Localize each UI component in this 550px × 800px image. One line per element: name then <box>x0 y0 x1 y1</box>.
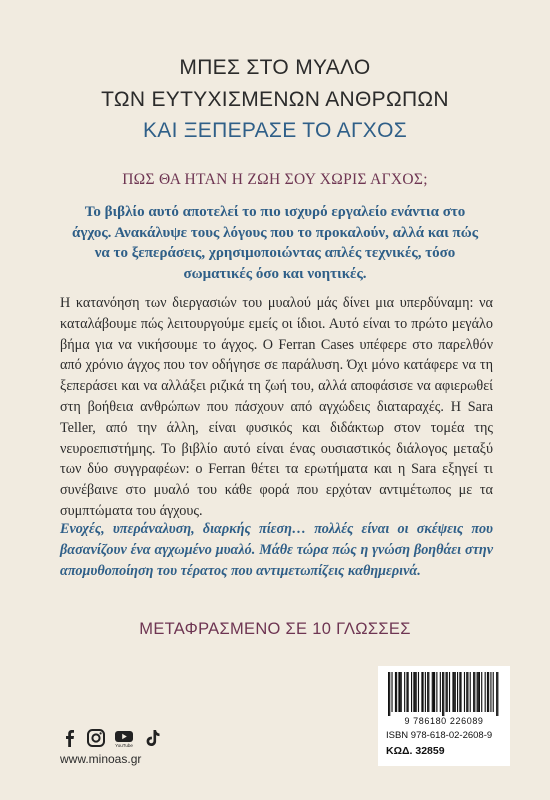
barcode-bar <box>479 672 480 712</box>
barcode-bar <box>488 672 489 712</box>
barcode-bar <box>421 672 422 712</box>
youtube-icon[interactable] <box>112 728 136 748</box>
facebook-icon[interactable] <box>60 728 80 748</box>
barcode-bar <box>446 672 447 712</box>
barcode-bar <box>487 672 488 712</box>
barcode-bar <box>466 672 467 712</box>
barcode-bar <box>442 672 443 716</box>
barcode-bar <box>396 672 397 712</box>
headline-line-2: ΤΩΝ ΕΥΤΥΧΙΣΜΕΝΩΝ ΑΝΘΡΩΠΩΝ <box>101 88 449 111</box>
barcode-bar <box>395 672 396 712</box>
barcode-bar <box>481 672 482 712</box>
barcode-bar <box>401 672 402 712</box>
product-code: ΚΩΔ. 32859 <box>386 745 445 757</box>
barcode-bar <box>485 672 486 712</box>
barcode-bar <box>496 672 497 716</box>
barcode-bar <box>493 672 494 712</box>
tiktok-icon[interactable] <box>142 728 162 748</box>
barcode-bar <box>470 672 471 712</box>
intro-paragraph: Το βιβλίο αυτό αποτελεί το πιο ισχυρό εργαλείο ενάντια στο άγχος. Ανακάλυψε τους λόγους που το προκαλούν, αλλά και πώς να το ξεπεράσεις, χρησιμοποιώντας απλές τεχνικές, τόσο σωματικές όσο και νοητικές. <box>71 204 479 282</box>
instagram-icon[interactable] <box>86 728 106 748</box>
barcode-bar <box>434 672 435 712</box>
barcode-bar <box>455 672 456 712</box>
barcode-bar <box>473 672 474 712</box>
barcode-bar <box>490 672 491 712</box>
barcode-bar <box>497 672 498 716</box>
barcode-bar <box>454 672 455 712</box>
headline-line-3: ΚΑΙ ΞΕΠΕΡΑΣΕ ΤΟ ΑΓΧΟΣ <box>142 119 408 142</box>
barcode-bar <box>452 672 453 712</box>
barcode-bar <box>459 672 460 712</box>
barcode-bar <box>447 672 448 712</box>
barcode-bar <box>398 672 399 712</box>
headline-line-1: ΜΠΕΣ ΣΤΟ ΜΥΑΛΟ <box>179 56 371 79</box>
barcode-bar <box>411 672 412 712</box>
barcode-box <box>378 666 510 766</box>
barcode-bar <box>413 672 414 712</box>
barcode-bar <box>404 672 405 712</box>
barcode-bar <box>428 672 429 712</box>
barcode-bar <box>414 672 415 712</box>
website-link[interactable]: www.minoas.gr <box>60 752 142 766</box>
barcode-bar <box>478 672 479 712</box>
quote-paragraph: Ενοχές, υπεράναλυση, διαρκής πίεση… πολλές είναι οι σκέψεις που βασανίζουν ένα αγχωμένο μυαλό. Μάθε τώρα πώς η γνώση βοηθάει στην απομυθοποίηση του τέρατος που αντιμετωπίζεις καθημερινά. <box>60 521 493 579</box>
body-paragraph: Η κατανόηση των διεργασιών του μυαλού μάς δίνει μια υπερδύναμη: να καταλάβουμε πώς λειτουργούμε εμείς οι ίδιοι. Αυτό είναι το πρώτο μεγάλο βήμα για να νικήσουμε το άγχος. Ο Ferran Cases υπέφερε στο παρελθόν από χρόνιο άγχος που τον οδήγησε σε παράλυση. Όχι μόνο κατάφερε να τη ξεπεράσει και να αλλάξει ριζικά τη ζωή του, αλλά αποφάσισε να αφιερωθεί στη βοήθεια ανθρώπων που πάσχουν από αγχώδεις διαταραχές. Η Sara Teller, από την άλλη, είναι φυσικός και διδάκτωρ στον τομέα της νευροεπιστήμης. Το βιβλίο αυτό είναι ένας ουσιαστικός διάλογος μεταξύ των δύο συγγραφέων: ο Ferran θέτει τα ερωτήματα και η Sara εξηγεί τι συνέβαινε στο μυαλό του κάθε φορά που ερχόταν αντιμέτωπος με τα συμπτώματα του άγχους. <box>60 295 493 519</box>
barcode-bar <box>427 672 428 712</box>
barcode-bar <box>408 672 409 712</box>
barcode-image <box>384 672 504 716</box>
barcode-bar <box>389 672 390 716</box>
barcode-bar <box>433 672 434 712</box>
barcode-bar <box>423 672 424 712</box>
barcode-bar <box>449 672 450 712</box>
barcode-bar <box>425 672 426 712</box>
barcode-bar <box>406 672 407 712</box>
barcode-bar <box>418 672 419 712</box>
barcode-bar <box>440 672 441 712</box>
barcode-bar <box>436 672 437 712</box>
barcode-bar <box>400 672 401 712</box>
question-heading: ΠΩΣ ΘΑ ΗΤΑΝ Η ΖΩΗ ΣΟΥ ΧΩΡΙΣ ΑΓΧΟΣ; <box>122 171 428 188</box>
translated-banner: ΜΕΤΑΦΡΑΣΜΕΝΟ ΣΕ 10 ΓΛΩΣΣΕΣ <box>139 620 411 638</box>
barcode-bar <box>388 672 389 716</box>
barcode-bar <box>474 672 475 712</box>
barcode-bar <box>443 672 444 716</box>
barcode-bar <box>464 672 465 712</box>
isbn-label: ISBN 978-618-02-2608-9 <box>386 730 493 741</box>
social-icons <box>60 728 162 748</box>
barcode-bar <box>432 672 433 712</box>
barcode-bar <box>477 672 478 712</box>
barcode-bar <box>416 672 417 712</box>
barcode-bar <box>457 672 458 712</box>
barcode-bar <box>391 672 392 712</box>
barcode-bar <box>460 672 461 712</box>
youtube-label: YouTube <box>115 743 133 748</box>
barcode-bar <box>467 672 468 712</box>
barcode-digits: 9 786180 226089 <box>404 716 484 726</box>
